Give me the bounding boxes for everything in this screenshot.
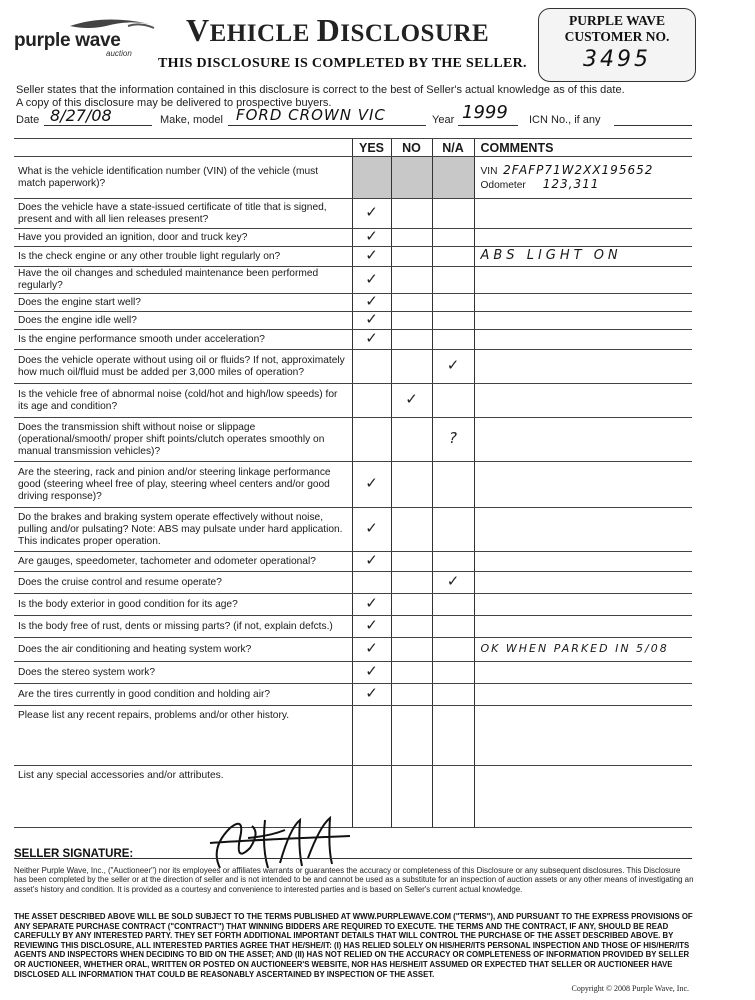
comment-field[interactable] (474, 594, 692, 616)
repairs-no-cell (391, 706, 432, 766)
check-mark-icon: ✓ (365, 474, 378, 492)
question-row (14, 350, 692, 384)
vin-value[interactable]: 2FAFP71W2XX195652 (503, 162, 654, 177)
question-text: Have you provided an ignition, door and truck key? (14, 229, 352, 247)
check-mark-icon: ✓ (365, 662, 378, 680)
comment-field[interactable] (474, 662, 692, 684)
year-label: Year (432, 114, 455, 126)
na-checkbox[interactable] (432, 552, 474, 572)
na-checkbox[interactable] (432, 662, 474, 684)
customer-label-2: CUSTOMER NO. (564, 29, 670, 44)
question-text: Does the engine idle well? (14, 312, 352, 330)
icn-label: ICN No., if any (529, 114, 601, 126)
vin-no-cell (391, 157, 432, 199)
odometer-line (481, 178, 687, 192)
comment-field[interactable] (474, 312, 692, 330)
comments-column-header: COMMENTS (474, 139, 692, 157)
no-checkbox[interactable] (391, 616, 432, 638)
no-checkbox[interactable] (391, 294, 432, 312)
intro-line-1: Seller states that the information contained in this disclosure is correct to the best of Seller's actual knowledge as of this date. (16, 84, 625, 96)
logo-sub: auction (106, 49, 132, 58)
table-header-row (14, 139, 692, 157)
yes-checkbox[interactable] (352, 350, 391, 384)
question-row (14, 594, 692, 616)
yes-checkbox[interactable] (352, 462, 391, 508)
check-mark-icon: ✓ (365, 227, 378, 245)
na-checkbox[interactable] (432, 350, 474, 384)
question-text: Have the oil changes and scheduled maintenance been performed regularly? (14, 267, 352, 294)
na-checkbox[interactable] (432, 384, 474, 418)
question-text: Does the cruise control and resume operate? (14, 572, 352, 594)
question-text: Are the steering, rack and pinion and/or steering linkage performance good (steering wheel free of play, steering wheel centers and/or good driving response)? (14, 462, 352, 508)
page-title: VEHICLE DISCLOSURE (186, 12, 490, 48)
na-checkbox[interactable] (432, 294, 474, 312)
yes-checkbox[interactable] (352, 616, 391, 638)
comment-text: ABS LIGHT ON (480, 248, 622, 263)
na-checkbox[interactable] (432, 247, 474, 267)
na-column-header: N/A (432, 139, 474, 157)
no-checkbox[interactable] (391, 384, 432, 418)
check-mark-icon: ✓ (365, 292, 378, 310)
question-mark-icon: ? (449, 429, 457, 447)
question-text: Is the body exterior in good condition for its age? (14, 594, 352, 616)
question-text: Is the vehicle free of abnormal noise (cold/hot and high/low speeds) for its age and condition? (14, 384, 352, 418)
check-mark-icon: ✓ (365, 684, 378, 702)
no-checkbox[interactable] (391, 552, 432, 572)
repairs-yes-cell (352, 706, 391, 766)
repairs-comment-field[interactable] (474, 706, 692, 766)
comment-field[interactable] (474, 384, 692, 418)
comment-field[interactable] (474, 418, 692, 462)
question-row (14, 229, 692, 247)
comment-field[interactable] (474, 229, 692, 247)
accessories-na-cell (432, 766, 474, 828)
disclosure-table (14, 138, 692, 828)
comment-field[interactable] (474, 267, 692, 294)
yes-column-header: YES (352, 139, 391, 157)
question-row (14, 312, 692, 330)
vin-label: VIN (480, 165, 498, 177)
customer-number-box (538, 8, 696, 82)
check-mark-icon: ✓ (446, 572, 460, 590)
vin-yes-cell (352, 157, 391, 199)
check-mark-icon: ✓ (365, 616, 378, 634)
no-checkbox[interactable] (391, 350, 432, 384)
no-checkbox[interactable] (391, 594, 432, 616)
question-row (14, 462, 692, 508)
comment-field[interactable] (474, 462, 692, 508)
intro-line-2: A copy of this disclosure may be delivered to prospective buyers. (16, 97, 332, 109)
question-text: Does the engine start well? (14, 294, 352, 312)
year-field[interactable] (458, 102, 518, 126)
date-value: 8/27/08 (50, 106, 112, 125)
question-text: Are gauges, speedometer, tachometer and odometer operational? (14, 552, 352, 572)
question-text: Is the body free of rust, dents or missing parts? (if not, explain defcts.) (14, 616, 352, 638)
signature-line[interactable] (14, 858, 692, 859)
question-row (14, 638, 692, 662)
odometer-label: Odometer (480, 179, 526, 191)
customer-label-1: PURPLE WAVE (569, 13, 665, 28)
yes-checkbox[interactable] (352, 384, 391, 418)
no-checkbox[interactable] (391, 638, 432, 662)
check-mark-icon: ✓ (365, 551, 378, 569)
yes-checkbox[interactable] (352, 684, 391, 706)
question-row (14, 552, 692, 572)
check-mark-icon: ✓ (365, 639, 378, 657)
question-text: Is the engine performance smooth under acceleration? (14, 330, 352, 350)
no-checkbox[interactable] (391, 572, 432, 594)
yes-checkbox[interactable] (352, 508, 391, 552)
question-text: Is the check engine or any other trouble light regularly on? (14, 247, 352, 267)
na-checkbox[interactable] (432, 330, 474, 350)
check-mark-icon: ✓ (365, 310, 378, 328)
comment-field[interactable] (474, 684, 692, 706)
question-text: Does the stereo system work? (14, 662, 352, 684)
make-field[interactable] (228, 106, 426, 126)
question-text: Does the air conditioning and heating system work? (14, 638, 352, 662)
question-text: Does the vehicle operate without using oil or fluids? If not, approximately how much oil/fluid must be added per 3,000 miles of operation? (14, 350, 352, 384)
yes-checkbox[interactable] (352, 267, 391, 294)
vin-na-cell (432, 157, 474, 199)
accessories-comment-field[interactable] (474, 766, 692, 828)
comment-field[interactable] (474, 247, 692, 267)
question-row (14, 616, 692, 638)
vin-line (481, 164, 687, 178)
check-mark-icon: ✓ (365, 246, 378, 264)
na-checkbox[interactable] (432, 684, 474, 706)
repairs-row (14, 706, 692, 766)
check-mark-icon: ✓ (365, 203, 378, 221)
check-mark-icon: ✓ (365, 519, 378, 537)
no-checkbox[interactable] (391, 267, 432, 294)
make-value: FORD CROWN VIC (236, 106, 386, 124)
no-checkbox[interactable] (391, 662, 432, 684)
terms-text: THE ASSET DESCRIBED ABOVE WILL BE SOLD SUBJECT TO THE TERMS PUBLISHED AT WWW.PURPLEWAVE.COM ("TERMS"), AND PURSUANT TO THE EXPRESS PROVISIONS OF ANY SEPARATE PURCHASE CONTRACT ("CONTRACT") THAT WINNING BIDDERS ARE REQUIRED TO EXECUTE. THE TERMS AND THE CONTRACT, IF ANY, SHOULD BE READ CAREFULLY BY ANY INTERESTED PARTY. THEY SET FORTH ADDITIONAL IMPORTANT DETAILS THAT WILL CONTROL THE PURCHASE OF THE ASSET DESCRIBED ABOVE. BY REVIEWING THIS DISCLOSURE, ALL INTERESTED PARTIES AGREE THAT HE/SHE/IT: (I) HAS RELIED SOLELY ON HIS/HER/ITS PERSONAL INSPECTION AND THOSE OF HIS/HER/ITS AGENTS AND INSPECTORS WHEN DECIDING TO BID ON THE ASSET; AND (II) HAS NOT RELIED ON THE ACCURACY OR COMPLETENESS OF INFORMATION PROVIDED BY SELLER OR AUCTIONEER, WHETHER ORAL, WRITTEN OR POSTED ON AUCTIONEER'S WEBSITE, NOR HAS HE/SHE/IT ASSUMED OR EXPECTED THAT SELLER OR AUCTIONEER HAVE DISCLOSED ALL INFORMATION THAT COULD BE REASONABLY ASCERTAINED BY INSPECTION OF THE ASSET. (14, 912, 693, 979)
odometer-value[interactable]: 123,311 (542, 176, 600, 191)
question-column-header (14, 139, 352, 157)
yes-checkbox[interactable] (352, 638, 391, 662)
no-checkbox[interactable] (391, 462, 432, 508)
page-subtitle: THIS DISCLOSURE IS COMPLETED BY THE SELLER. (158, 56, 527, 71)
no-checkbox[interactable] (391, 508, 432, 552)
question-row (14, 330, 692, 350)
vin-comments-cell (474, 157, 692, 199)
na-checkbox[interactable] (432, 616, 474, 638)
repairs-na-cell (432, 706, 474, 766)
purple-wave-logo (10, 16, 160, 66)
no-checkbox[interactable] (391, 684, 432, 706)
make-label: Make, model (160, 114, 223, 126)
check-mark-icon: ✓ (405, 390, 418, 408)
disclaimer-text: Neither Purple Wave, Inc., ("Auctioneer") nor its employees or affiliates warrants or guarantees the accuracy or completeness of this Disclosure or any subsequent disclosures. This Disclosure has been completed by the seller or at the direction of seller and is not intended to be and cannot be used as a substitute for an inspection of auction assets or any other means of investigating an asset's history and condition. It is provided as a courtesy and convenience to interested parties and is based on Seller's current actual knowledge. (14, 866, 694, 894)
question-row (14, 662, 692, 684)
na-checkbox[interactable] (432, 638, 474, 662)
na-checkbox[interactable] (432, 508, 474, 552)
comment-field[interactable] (474, 616, 692, 638)
na-checkbox[interactable] (432, 418, 474, 462)
comment-field[interactable] (474, 508, 692, 552)
question-row (14, 384, 692, 418)
yes-checkbox[interactable] (352, 229, 391, 247)
comment-field[interactable] (474, 294, 692, 312)
question-row (14, 294, 692, 312)
copyright-text: Copyright © 2008 Purple Wave, Inc. (571, 984, 689, 993)
yes-checkbox[interactable] (352, 572, 391, 594)
yes-checkbox[interactable] (352, 552, 391, 572)
yes-checkbox[interactable] (352, 594, 391, 616)
yes-checkbox[interactable] (352, 199, 391, 229)
yes-checkbox[interactable] (352, 330, 391, 350)
question-row (14, 418, 692, 462)
question-row (14, 508, 692, 552)
question-text: Does the vehicle have a state-issued certificate of title that is signed, present and with all lien releases present? (14, 199, 352, 229)
logo-brand: purple wave (14, 30, 121, 51)
repairs-label: Please list any recent repairs, problems and/or other history. (14, 706, 352, 766)
check-mark-icon: ✓ (365, 269, 378, 288)
accessories-no-cell (391, 766, 432, 828)
na-checkbox[interactable] (432, 594, 474, 616)
question-text: Are the tires currently in good condition and holding air? (14, 684, 352, 706)
yes-checkbox[interactable] (352, 662, 391, 684)
vin-row (14, 157, 692, 199)
comment-field[interactable] (474, 552, 692, 572)
na-checkbox[interactable] (432, 462, 474, 508)
yes-checkbox[interactable] (352, 312, 391, 330)
no-checkbox[interactable] (391, 312, 432, 330)
yes-checkbox[interactable] (352, 247, 391, 267)
no-checkbox[interactable] (391, 418, 432, 462)
na-checkbox[interactable] (432, 229, 474, 247)
comment-field[interactable] (474, 330, 692, 350)
question-row (14, 572, 692, 594)
no-column-header: NO (391, 139, 432, 157)
comment-field[interactable] (474, 199, 692, 229)
vin-question: What is the vehicle identification number (VIN) of the vehicle (must match paperwork)? (14, 157, 352, 199)
year-value: 1999 (462, 102, 508, 123)
no-checkbox[interactable] (391, 247, 432, 267)
comment-field[interactable] (474, 638, 692, 662)
yes-checkbox[interactable] (352, 294, 391, 312)
accessories-label: List any special accessories and/or attributes. (14, 766, 352, 828)
date-field[interactable] (44, 106, 152, 126)
comment-field[interactable] (474, 572, 692, 594)
na-checkbox[interactable] (432, 267, 474, 294)
question-text: Do the brakes and braking system operate effectively without noise, pulling and/or pulsating? Note: ABS may pulsate under hard application. This indicates proper operation. (14, 508, 352, 552)
na-checkbox[interactable] (432, 312, 474, 330)
customer-number: 3495 (583, 47, 651, 72)
check-mark-icon: ✓ (446, 356, 460, 374)
question-row (14, 199, 692, 229)
no-checkbox[interactable] (391, 199, 432, 229)
check-mark-icon: ✓ (365, 594, 378, 612)
signature-label: SELLER SIGNATURE: (14, 848, 134, 860)
question-row (14, 267, 692, 294)
question-text: Does the transmission shift without noise or slippage (operational/smooth/ proper shift points/clutch operates smoothly on manual transmission vehicles)? (14, 418, 352, 462)
no-checkbox[interactable] (391, 330, 432, 350)
na-checkbox[interactable] (432, 199, 474, 229)
comment-field[interactable] (474, 350, 692, 384)
check-mark-icon: ✓ (365, 329, 378, 347)
question-row (14, 247, 692, 267)
date-label: Date (16, 114, 40, 126)
na-checkbox[interactable] (432, 572, 474, 594)
comment-text: OK WHEN PARKED IN 5/08 (480, 642, 669, 655)
icn-field[interactable] (614, 112, 692, 126)
yes-checkbox[interactable] (352, 418, 391, 462)
no-checkbox[interactable] (391, 229, 432, 247)
question-row (14, 684, 692, 706)
